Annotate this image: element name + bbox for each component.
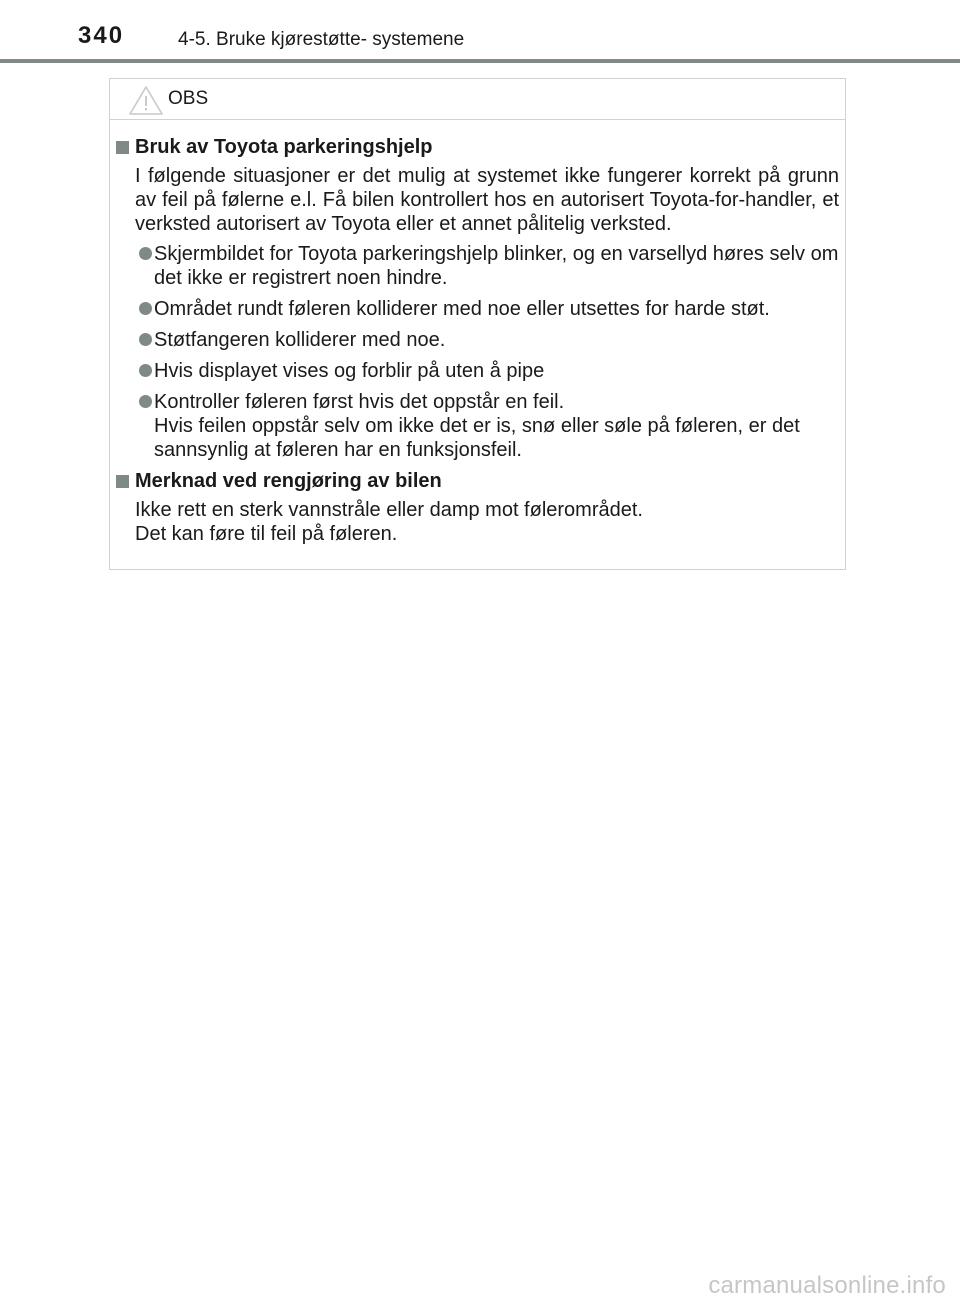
subsection-heading-text: Merknad ved rengjøring av bilen — [135, 470, 442, 492]
notice-body — [110, 135, 847, 546]
subsection-cleaning — [110, 469, 847, 546]
page-number: 340 — [78, 22, 125, 49]
page-header — [0, 0, 960, 60]
round-bullet-icon — [139, 333, 152, 346]
list-item — [110, 242, 847, 290]
square-bullet-icon — [116, 475, 129, 488]
subsection-parking-assist — [110, 135, 847, 462]
round-bullet-icon — [139, 395, 152, 408]
watermark: carmanualsonline.info — [708, 1272, 946, 1299]
obs-notice-box — [109, 78, 846, 570]
list-item-text: Området rundt føleren kolliderer med noe eller utsettes for harde støt. — [154, 298, 770, 320]
subsection-paragraph: I følgende situasjoner er det mulig at systemet ikke fungerer korrekt på grunn av feil på følerne e.l. Få bilen kontrollert hos en autorisert Toyota-for-handler, et verksted autorisert av Toyota eller et annet pålitelig verksted. — [135, 165, 839, 235]
notice-label: OBS — [168, 88, 209, 109]
round-bullet-icon — [139, 247, 152, 260]
list-item-text: Støtfangeren kolliderer med noe. — [154, 329, 446, 351]
list-item-text: Hvis feilen oppstår selv om ikke det er is, snø eller søle på føleren, er det sannsynlig at føleren har en funksjonsfeil. — [154, 415, 800, 461]
subsection-heading-text: Bruk av Toyota parkeringshjelp — [135, 136, 433, 158]
subsection-line: Det kan føre til feil på føleren. — [135, 523, 398, 545]
list-item — [110, 328, 847, 352]
round-bullet-icon — [139, 364, 152, 377]
bullet-list — [110, 242, 847, 462]
subsection-line: Ikke rett en sterk vannstråle eller damp mot følerområdet. — [135, 499, 643, 521]
list-item — [110, 359, 847, 383]
notice-header — [110, 79, 845, 120]
list-item-text: Skjermbildet for Toyota parkeringshjelp blinker, og en varsellyd høres selv om det ikke er registrert noen hindre. — [154, 243, 839, 289]
header-divider — [0, 59, 960, 63]
list-item — [110, 297, 847, 321]
warning-triangle-icon — [128, 84, 164, 116]
round-bullet-icon — [139, 302, 152, 315]
list-item-text: Hvis displayet vises og forblir på uten å pipe — [154, 360, 545, 382]
subsection-heading — [110, 135, 847, 160]
subsection-heading — [110, 469, 847, 494]
list-item-text: Kontroller føleren først hvis det oppstår en feil. — [154, 391, 565, 413]
list-item — [110, 390, 847, 462]
section-title: 4-5. Bruke kjørestøtte- systemene — [178, 29, 465, 50]
square-bullet-icon — [116, 141, 129, 154]
